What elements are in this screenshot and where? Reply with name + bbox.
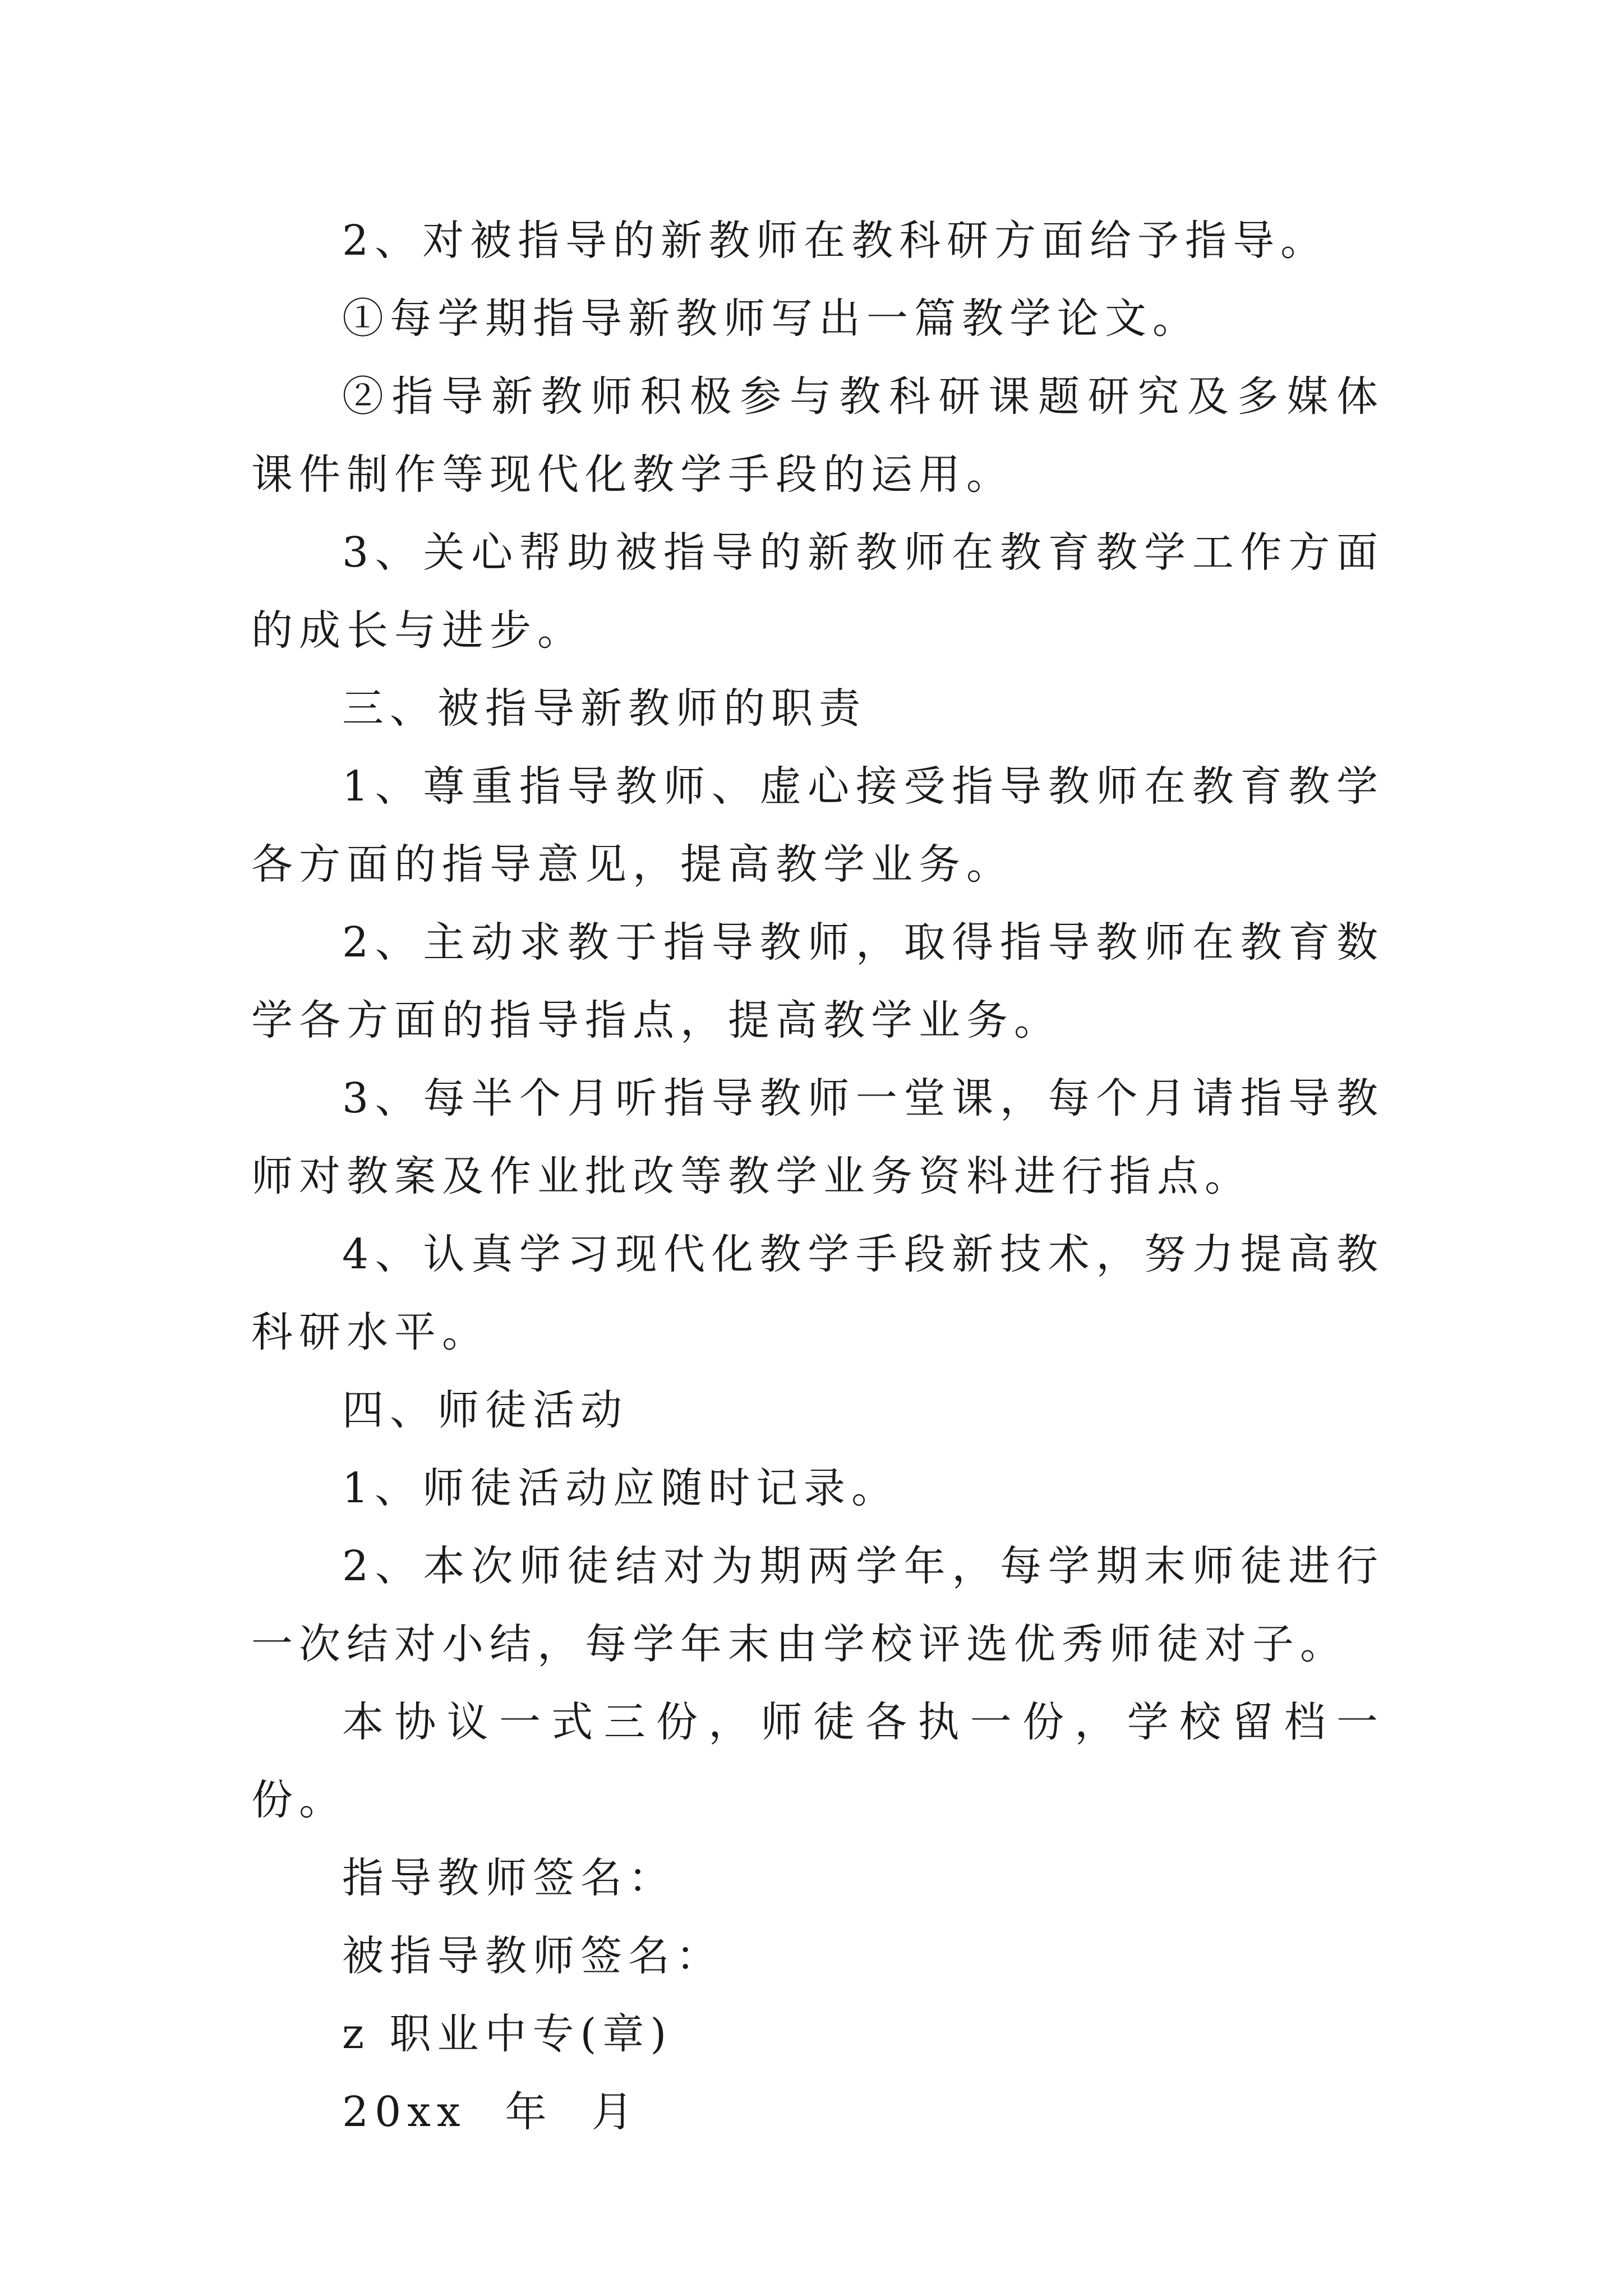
paragraph-care-growth: 3、关心帮助被指导的新教师在教育教学工作方面的成长与进步。: [251, 528, 1384, 655]
mentee-signature-label: 被指导教师签名：: [342, 1932, 723, 1980]
document-body: [251, 202, 1384, 2151]
paragraph-pairing-period: 2、本次师徒结对为期两学年，每学期末师徒进行一次结对小结，每学年末由学校评选优秀师徒对子。: [251, 1542, 1384, 1668]
school-seal: z 职业中专(章): [342, 2010, 673, 2058]
paragraph-record-activities: 1、师徒活动应随时记录。: [342, 1464, 900, 1512]
signature-date: 20xx 年 月: [342, 2088, 639, 2136]
paragraph-learn-technology: 4、认真学习现代化教学手段新技术，努力提高教科研水平。: [251, 1230, 1384, 1356]
mentor-signature-label: 指导教师签名：: [342, 1854, 676, 1902]
paragraph-seek-guidance: 2、主动求教于指导教师，取得指导教师在教育数学各方面的指导指点，提高教学业务。: [251, 918, 1384, 1045]
paragraph-research-project-guidance: ②指导新教师积极参与教科研课题研究及多媒体课件制作等现代化教学手段的运用。: [251, 372, 1384, 499]
section-heading-activities: 四、师徒活动: [342, 1386, 628, 1434]
section-heading-mentee-duties: 三、被指导新教师的职责: [342, 684, 866, 733]
paragraph-copies: 本协议一式三份，师徒各执一份，学校留档一份。: [251, 1698, 1384, 1824]
paragraph-paper-guidance: ①每学期指导新教师写出一篇教学论文。: [342, 295, 1200, 343]
paragraph-mentor-research-guidance: 2、对被指导的新教师在教科研方面给予指导。: [342, 217, 1329, 265]
paragraph-respect-mentor: 1、尊重指导教师、虚心接受指导教师在教育教学各方面的指导意见，提高教学业务。: [251, 762, 1384, 889]
paragraph-attend-class: 3、每半个月听指导教师一堂课，每个月请指导教师对教案及作业批改等教学业务资料进行指点。: [251, 1074, 1384, 1200]
